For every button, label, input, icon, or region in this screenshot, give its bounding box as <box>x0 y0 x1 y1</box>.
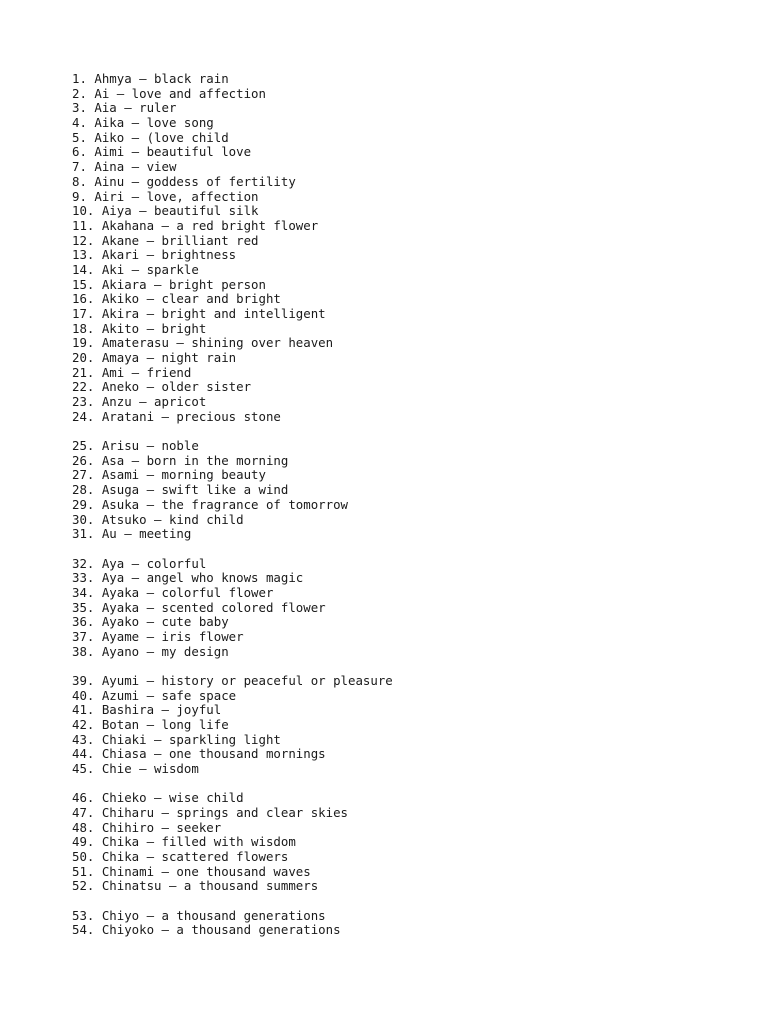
name-list-item: 21. Ami — friend <box>72 364 192 380</box>
name-list-block <box>72 791 732 894</box>
name-list-item: 49. Chika — filled with wisdom <box>72 834 296 850</box>
name-list-item: 4. Aika — love song <box>72 115 214 131</box>
name-list-item: 17. Akira — bright and intelligent <box>72 306 326 321</box>
name-list-item: 13. Akari — brightness <box>72 247 237 263</box>
name-list-item: 19. Amaterasu — shining over heaven <box>72 335 334 351</box>
name-list-item: 18. Akito — bright <box>72 320 207 336</box>
name-list-item: 30. Atsuko — kind child <box>72 511 244 527</box>
name-list-item: 29. Asuka — the fragrance of tomorrow <box>72 496 349 512</box>
name-list-item: 33. Aya — angel who knows magic <box>72 570 304 586</box>
name-list-item: 32. Aya — colorful <box>72 555 207 571</box>
document-page <box>72 72 732 953</box>
name-list-item: 27. Asami — morning beauty <box>72 467 266 483</box>
name-list-item: 43. Chiaki — sparkling light <box>72 731 281 747</box>
name-list-item: 50. Chika — scattered flowers <box>72 849 289 865</box>
name-list-item: 51. Chinami — one thousand waves <box>72 863 311 879</box>
name-list-block <box>72 439 732 542</box>
name-list-item: 54. Chiyoko — a thousand generations <box>72 922 341 938</box>
name-list-item: 23. Anzu — apricot <box>72 394 207 410</box>
name-list-block <box>72 557 732 660</box>
name-list-item: 47. Chiharu — springs and clear skies <box>72 805 349 820</box>
name-list-item: 31. Au — meeting <box>72 526 192 542</box>
name-list-item: 20. Amaya — night rain <box>72 350 237 366</box>
name-list-item: 45. Chie — wisdom <box>72 761 199 777</box>
name-list-block <box>72 909 732 938</box>
name-list-item: 24. Aratani — precious stone <box>72 408 281 424</box>
name-list-item: 7. Aina — view <box>72 159 177 175</box>
name-list-block <box>72 674 732 777</box>
name-list-item: 11. Akahana — a red bright flower <box>72 217 319 233</box>
name-list-item: 34. Ayaka — colorful flower <box>72 584 274 600</box>
name-list-item: 3. Aia — ruler <box>72 100 177 116</box>
name-list-item: 22. Aneko — older sister <box>72 379 252 395</box>
name-list-item: 8. Ainu — goddess of fertility <box>72 173 296 189</box>
name-list-item: 35. Ayaka — scented colored flower <box>72 599 326 615</box>
name-list-item: 41. Bashira — joyful <box>72 702 222 718</box>
name-list-item: 42. Botan — long life <box>72 716 229 732</box>
name-list-item: 39. Ayumi — history or peaceful or pleasure <box>72 672 393 688</box>
name-list-item: 26. Asa — born in the morning <box>72 452 289 468</box>
name-list-item: 36. Ayako — cute baby <box>72 614 229 630</box>
name-list-item: 2. Ai — love and affection <box>72 85 266 101</box>
name-list-item: 12. Akane — brilliant red <box>72 232 259 248</box>
name-list-item: 10. Aiya — beautiful silk <box>72 203 259 219</box>
name-list-item: 28. Asuga — swift like a wind <box>72 482 289 498</box>
name-list-item: 52. Chinatsu — a thousand summers <box>72 878 319 894</box>
name-list-block <box>72 72 732 425</box>
name-list-item: 48. Chihiro — seeker <box>72 819 222 835</box>
name-list-item: 16. Akiko — clear and bright <box>72 291 281 307</box>
name-list-item: 25. Arisu — noble <box>72 438 199 454</box>
name-list-item: 46. Chieko — wise child <box>72 790 244 806</box>
name-list-item: 53. Chiyo — a thousand generations <box>72 907 326 923</box>
name-list-item: 6. Aimi — beautiful love <box>72 144 252 160</box>
name-list-item: 9. Airi — love, affection <box>72 188 259 204</box>
name-list-item: 1. Ahmya — black rain <box>72 71 229 86</box>
name-list-item: 37. Ayame — iris flower <box>72 628 244 644</box>
name-list-item: 38. Ayano — my design <box>72 643 229 659</box>
name-list-item: 44. Chiasa — one thousand mornings <box>72 746 326 762</box>
name-list-item: 15. Akiara — bright person <box>72 276 266 292</box>
name-list-item: 14. Aki — sparkle <box>72 261 199 277</box>
name-list-item: 5. Aiko — (love child <box>72 129 229 145</box>
name-list-item: 40. Azumi — safe space <box>72 687 237 703</box>
